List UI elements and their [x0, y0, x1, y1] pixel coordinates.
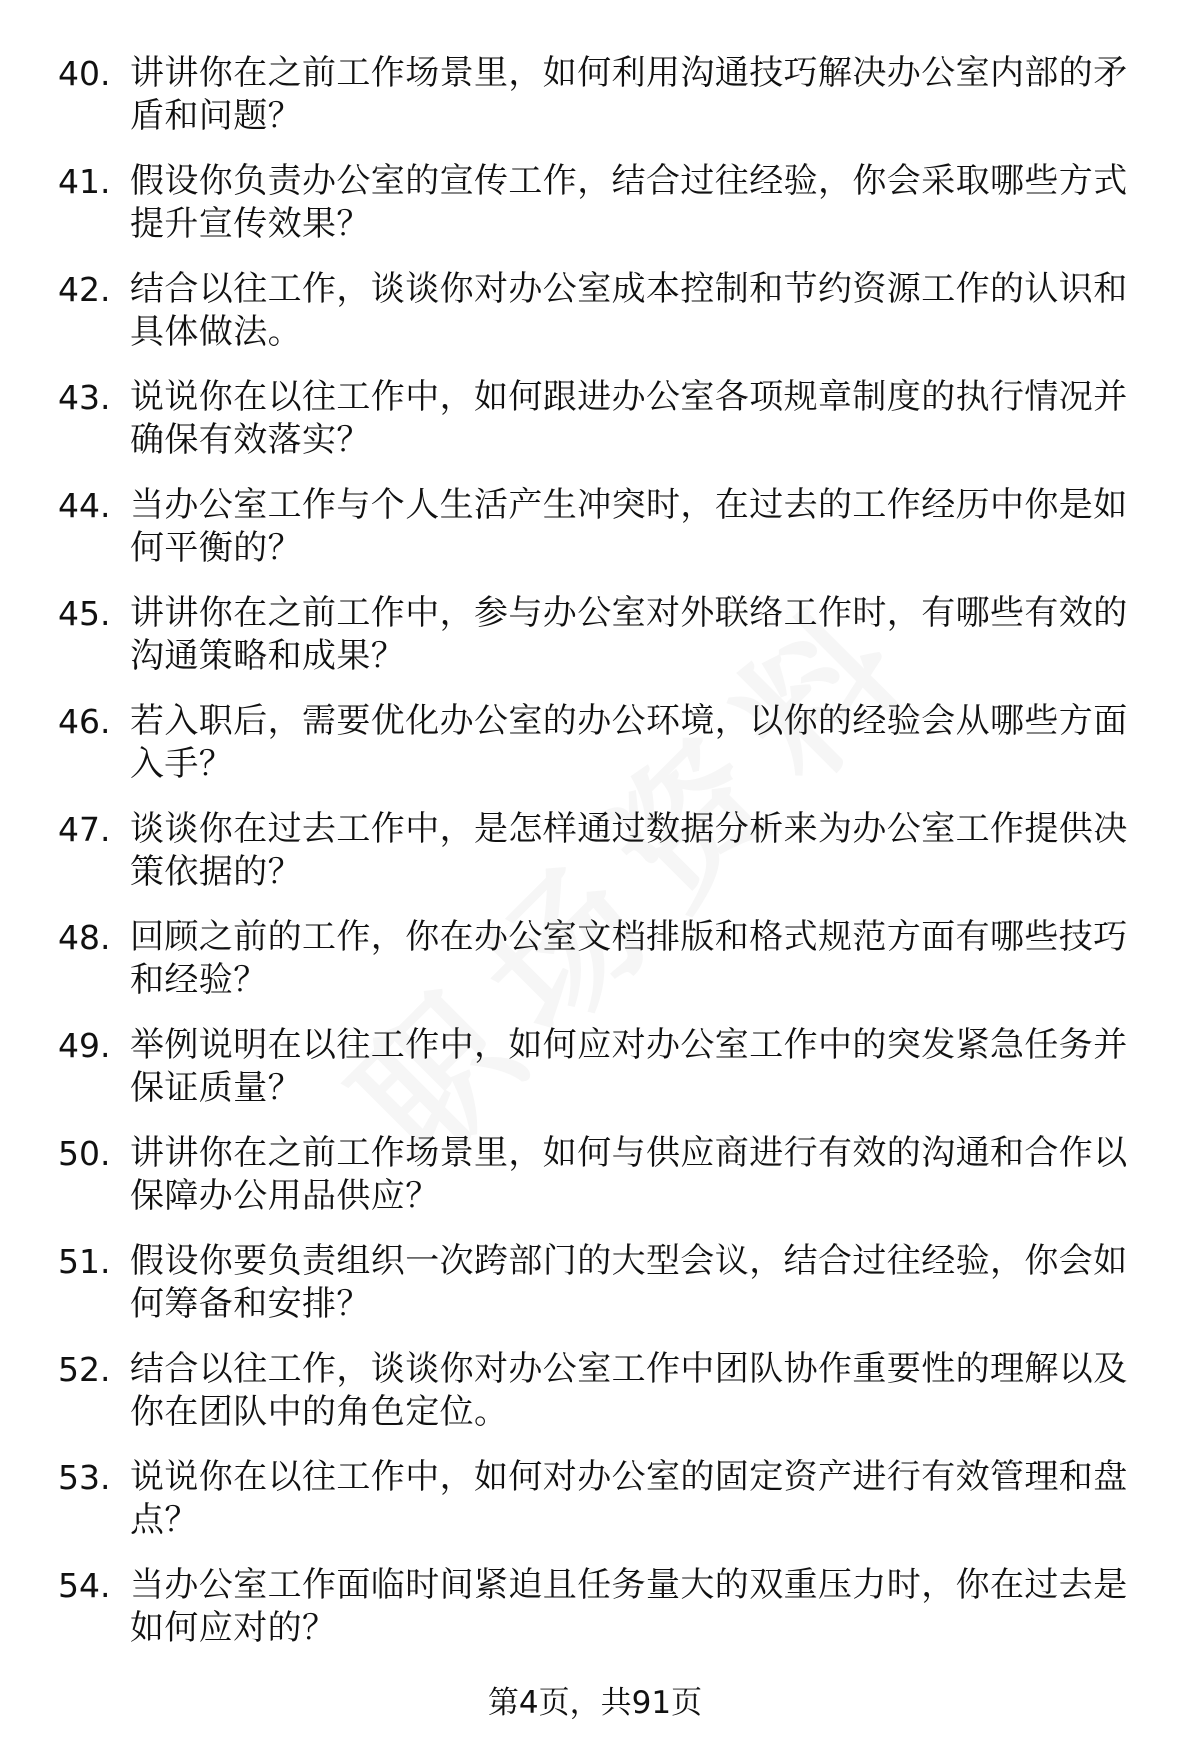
question-number: 44.	[58, 486, 111, 525]
question-number: 43.	[58, 378, 111, 417]
question-item	[58, 916, 1158, 1024]
question-text: 举例说明在以往工作中，如何应对办公室工作中的突发紧急任务并保证质量？	[130, 1025, 1128, 1108]
question-text: 说说你在以往工作中，如何对办公室的固定资产进行有效管理和盘点？	[130, 1457, 1128, 1540]
question-item	[58, 1132, 1158, 1240]
question-number: 45.	[58, 594, 111, 633]
question-number: 51.	[58, 1242, 111, 1281]
question-number: 54.	[58, 1566, 111, 1605]
question-text: 假设你要负责组织一次跨部门的大型会议，结合过往经验，你会如何筹备和安排？	[130, 1241, 1128, 1324]
question-number: 49.	[58, 1026, 111, 1065]
question-item	[58, 1024, 1158, 1132]
question-text: 讲讲你在之前工作场景里，如何与供应商进行有效的沟通和合作以保障办公用品供应？	[130, 1133, 1128, 1216]
question-text: 结合以往工作，谈谈你对办公室工作中团队协作重要性的理解以及你在团队中的角色定位。	[130, 1349, 1128, 1432]
question-text: 谈谈你在过去工作中，是怎样通过数据分析来为办公室工作提供决策依据的？	[130, 809, 1128, 892]
question-text: 回顾之前的工作，你在办公室文档排版和格式规范方面有哪些技巧和经验？	[130, 917, 1128, 1000]
question-text: 结合以往工作，谈谈你对办公室成本控制和节约资源工作的认识和具体做法。	[130, 269, 1128, 352]
question-list	[58, 52, 1158, 1672]
question-text: 说说你在以往工作中，如何跟进办公室各项规章制度的执行情况并确保有效落实？	[130, 377, 1128, 460]
question-text: 讲讲你在之前工作中，参与办公室对外联络工作时，有哪些有效的沟通策略和成果？	[130, 593, 1128, 676]
question-item	[58, 160, 1158, 268]
question-text: 讲讲你在之前工作场景里，如何利用沟通技巧解决办公室内部的矛盾和问题？	[130, 53, 1128, 136]
question-number: 53.	[58, 1458, 111, 1497]
question-number: 40.	[58, 54, 111, 93]
question-text: 当办公室工作与个人生活产生冲突时，在过去的工作经历中你是如何平衡的？	[130, 485, 1128, 568]
question-item	[58, 1456, 1158, 1564]
question-item	[58, 52, 1158, 160]
question-item	[58, 592, 1158, 700]
question-number: 50.	[58, 1134, 111, 1173]
question-text: 假设你负责办公室的宣传工作，结合过往经验，你会采取哪些方式提升宣传效果？	[130, 161, 1128, 244]
question-item	[58, 1240, 1158, 1348]
question-text: 当办公室工作面临时间紧迫且任务量大的双重压力时，你在过去是如何应对的？	[130, 1565, 1128, 1648]
question-item	[58, 376, 1158, 484]
question-number: 47.	[58, 810, 111, 849]
question-number: 48.	[58, 918, 111, 957]
question-item	[58, 808, 1158, 916]
question-number: 46.	[58, 702, 111, 741]
question-number: 41.	[58, 162, 111, 201]
question-item	[58, 484, 1158, 592]
question-text: 若入职后，需要优化办公室的办公环境，以你的经验会从哪些方面入手？	[130, 701, 1128, 784]
question-item	[58, 1348, 1158, 1456]
question-number: 42.	[58, 270, 111, 309]
question-item	[58, 1564, 1158, 1672]
question-item	[58, 700, 1158, 808]
question-number: 52.	[58, 1350, 111, 1389]
question-item	[58, 268, 1158, 376]
page-footer: 第4页，共91页	[487, 1685, 703, 1721]
